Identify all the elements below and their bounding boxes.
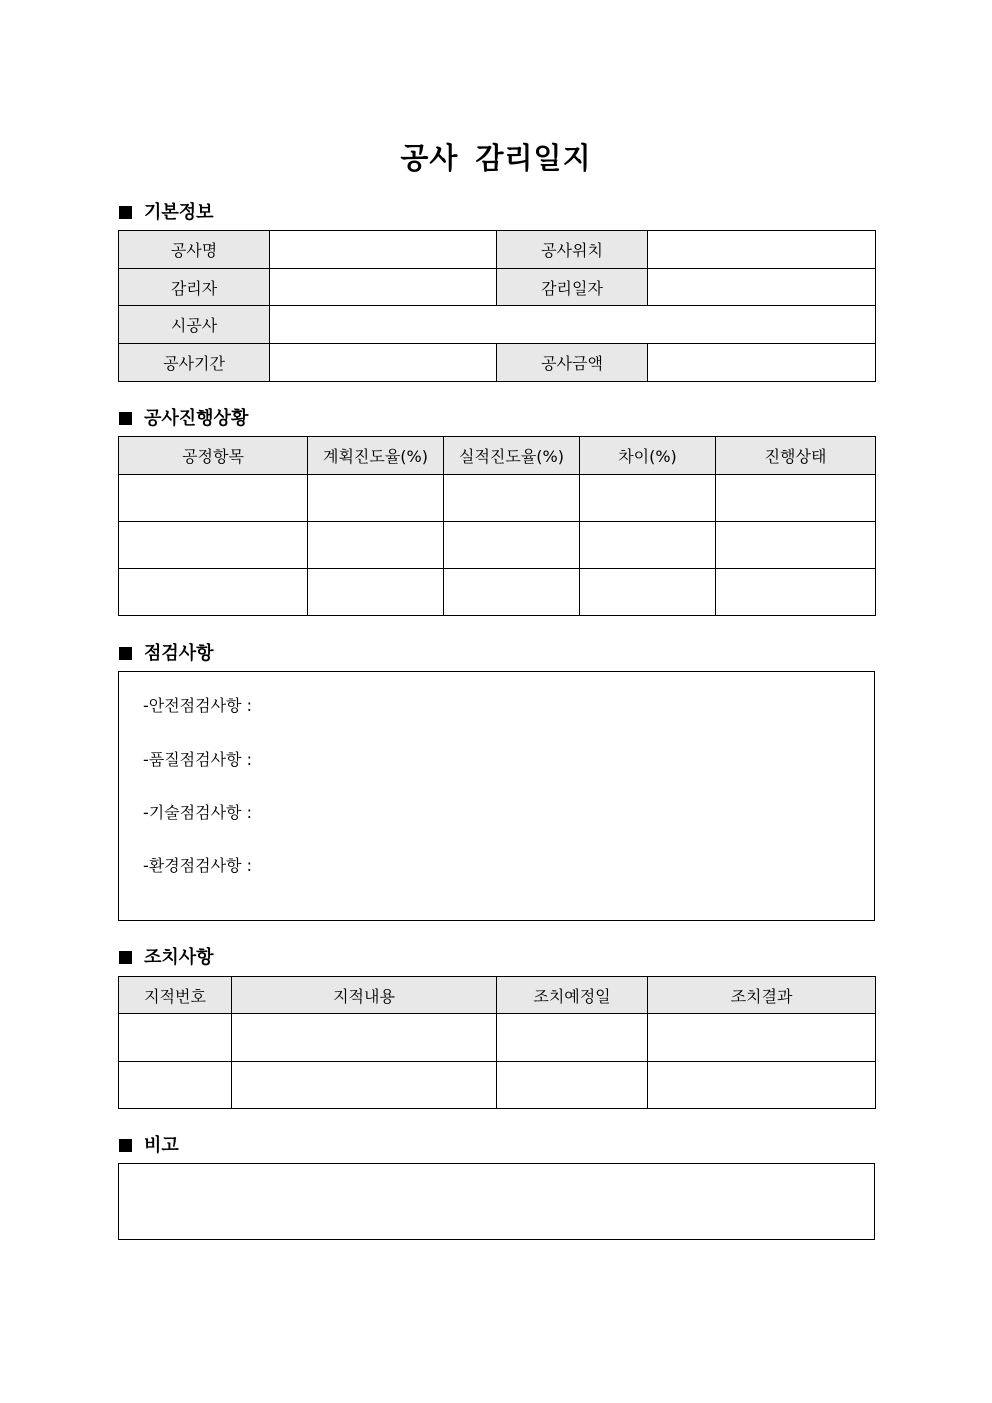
square-bullet-icon bbox=[119, 412, 132, 425]
table-row bbox=[119, 522, 876, 569]
progress-header-item: 공정항목 bbox=[119, 437, 308, 475]
action-header-due-date: 조치예정일 bbox=[497, 977, 648, 1014]
action-cell[interactable] bbox=[119, 1014, 232, 1062]
progress-cell[interactable] bbox=[119, 475, 308, 522]
section-progress-label: 공사진행상황 bbox=[144, 408, 249, 429]
project-name-field[interactable] bbox=[270, 231, 497, 269]
action-cell[interactable] bbox=[232, 1062, 497, 1109]
progress-cell[interactable] bbox=[716, 522, 876, 569]
action-cell[interactable] bbox=[232, 1014, 497, 1062]
project-amount-label: 공사금액 bbox=[497, 344, 648, 382]
action-header-number: 지적번호 bbox=[119, 977, 232, 1014]
remarks-box[interactable] bbox=[118, 1163, 875, 1240]
inspection-box[interactable] bbox=[118, 671, 875, 921]
action-cell[interactable] bbox=[119, 1062, 232, 1109]
supervision-date-label: 감리일자 bbox=[497, 269, 648, 306]
progress-header-actual: 실적진도율(%) bbox=[444, 437, 580, 475]
contractor-label: 시공사 bbox=[119, 306, 270, 344]
table-row bbox=[119, 569, 876, 616]
environment-inspection-item: -환경점검사항 : bbox=[143, 856, 252, 875]
square-bullet-icon bbox=[119, 647, 132, 660]
progress-cell[interactable] bbox=[308, 569, 444, 616]
action-header-result: 조치결과 bbox=[648, 977, 876, 1014]
progress-cell[interactable] bbox=[444, 569, 580, 616]
action-cell[interactable] bbox=[497, 1062, 648, 1109]
section-basic-info bbox=[119, 202, 214, 224]
action-cell[interactable] bbox=[648, 1014, 876, 1062]
section-basic-info-label: 기본정보 bbox=[144, 202, 214, 223]
section-remarks-label: 비고 bbox=[144, 1135, 179, 1156]
supervisor-label: 감리자 bbox=[119, 269, 270, 306]
progress-cell[interactable] bbox=[119, 522, 308, 569]
table-row bbox=[119, 1014, 876, 1062]
section-inspection-label: 점검사항 bbox=[144, 643, 214, 664]
progress-cell[interactable] bbox=[444, 522, 580, 569]
section-action-label: 조치사항 bbox=[144, 947, 214, 968]
progress-cell[interactable] bbox=[716, 569, 876, 616]
action-table bbox=[118, 976, 876, 1109]
progress-cell[interactable] bbox=[119, 569, 308, 616]
project-location-label: 공사위치 bbox=[497, 231, 648, 269]
square-bullet-icon bbox=[119, 206, 132, 219]
safety-inspection-item: -안전점검사항 : bbox=[143, 696, 252, 715]
table-row bbox=[119, 475, 876, 522]
progress-header-planned: 계획진도율(%) bbox=[308, 437, 444, 475]
table-row bbox=[119, 1062, 876, 1109]
square-bullet-icon bbox=[119, 951, 132, 964]
action-cell[interactable] bbox=[648, 1062, 876, 1109]
progress-cell[interactable] bbox=[308, 475, 444, 522]
progress-cell[interactable] bbox=[580, 569, 716, 616]
progress-header-status: 진행상태 bbox=[716, 437, 876, 475]
project-period-label: 공사기간 bbox=[119, 344, 270, 382]
supervision-date-field[interactable] bbox=[648, 269, 876, 306]
progress-cell[interactable] bbox=[580, 522, 716, 569]
contractor-field[interactable] bbox=[270, 306, 876, 344]
section-action bbox=[119, 947, 214, 969]
progress-cell[interactable] bbox=[308, 522, 444, 569]
technical-inspection-item: -기술점검사항 : bbox=[143, 803, 252, 822]
progress-cell[interactable] bbox=[580, 475, 716, 522]
project-name-label: 공사명 bbox=[119, 231, 270, 269]
basic-info-table bbox=[118, 230, 876, 382]
section-progress bbox=[119, 408, 248, 430]
progress-cell[interactable] bbox=[716, 475, 876, 522]
page-title: 공사 감리일지 bbox=[400, 141, 592, 175]
square-bullet-icon bbox=[119, 1139, 132, 1152]
quality-inspection-item: -품질점검사항 : bbox=[143, 750, 252, 769]
action-cell[interactable] bbox=[497, 1014, 648, 1062]
section-inspection bbox=[119, 643, 214, 665]
project-amount-field[interactable] bbox=[648, 344, 876, 382]
section-remarks bbox=[119, 1135, 179, 1157]
supervisor-field[interactable] bbox=[270, 269, 497, 306]
progress-header-difference: 차이(%) bbox=[580, 437, 716, 475]
project-period-field[interactable] bbox=[270, 344, 497, 382]
progress-cell[interactable] bbox=[444, 475, 580, 522]
action-header-content: 지적내용 bbox=[232, 977, 497, 1014]
progress-table bbox=[118, 436, 876, 616]
project-location-field[interactable] bbox=[648, 231, 876, 269]
